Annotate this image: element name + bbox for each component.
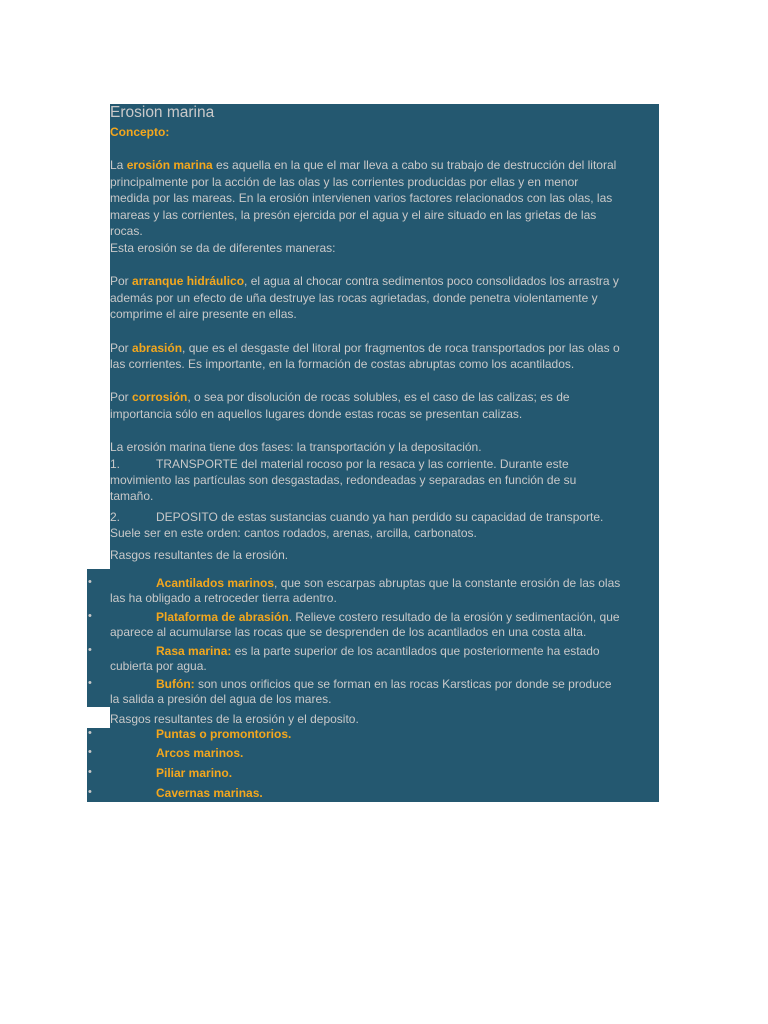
corrosion-term: corrosión xyxy=(132,390,188,404)
intro-line-2: principalmente por la acción de las olas y las corrientes producidas por ellas y en menor xyxy=(110,175,579,189)
rasgo-item-2-line-1 xyxy=(110,610,662,625)
rasgo-item-1-term: Acantilados marinos xyxy=(156,576,275,590)
rasgo-item-4-line-1 xyxy=(110,677,662,692)
rasgos-erosion-heading: Rasgos resultantes de la erosión. xyxy=(110,548,289,562)
fases-item-2-line-2: Suele ser en este orden: cantos rodados, arenas, arcilla, carbonatos. xyxy=(110,526,477,540)
fases-item-1-line-1 xyxy=(110,456,662,473)
deposito-item-1 xyxy=(110,727,662,742)
abrasion-line1-rest: , que es el desgaste del litoral por fragmentos de roca transportados por las olas o xyxy=(182,341,620,355)
rasgo-item-2-line-2: aparece al acumularse las rocas que se desprenden de los acantilados en una costa alta. xyxy=(110,625,587,639)
concepto-heading: Concepto: xyxy=(110,125,170,139)
rasgo-item-1-text: , que son escarpas abruptas que la constante erosión de las olas xyxy=(274,576,621,590)
deposito-item-3 xyxy=(110,766,662,781)
abrasion-line-2: las corrientes. Es importante, en la formación de costas abruptas como los acantilados. xyxy=(110,357,575,371)
list-bullet: • xyxy=(88,746,92,758)
rasgo-item-1-line-1 xyxy=(110,576,662,591)
list-bullet: • xyxy=(88,576,92,588)
corrosion-line-1 xyxy=(110,389,662,406)
fases-item-1-line-2: movimiento las partículas son desgastadas, redondeadas y separadas en función de su xyxy=(110,473,577,487)
list-bullet: • xyxy=(88,786,92,798)
arranque-prefix: Por xyxy=(110,274,133,288)
list-bullet: • xyxy=(88,766,92,778)
arranque-term: arranque hidráulico xyxy=(132,274,245,288)
deposito-item-2-text: Arcos marinos. xyxy=(156,746,244,760)
rasgo-item-4-term: Bufón: xyxy=(156,677,195,691)
deposito-item-4-text: Cavernas marinas. xyxy=(156,786,263,800)
rasgo-item-2-text: . Relieve costero resultado de la erosión y sedimentación, que xyxy=(288,610,620,624)
intro-term: erosión marina xyxy=(126,158,213,172)
deposito-item-2 xyxy=(110,746,662,761)
fases-intro: La erosión marina tiene dos fases: la transportación y la depositación. xyxy=(110,440,482,454)
corrosion-line-2: importancia sólo en aquellos lugares donde estas rocas se presentan calizas. xyxy=(110,407,523,421)
abrasion-term: abrasión xyxy=(132,341,183,355)
arranque-line-1 xyxy=(110,273,662,290)
fases-item-2-text: DEPOSITO de estas sustancias cuando ya han perdido su capacidad de transporte. xyxy=(156,510,604,524)
deposito-item-4 xyxy=(110,786,662,801)
arranque-line1-rest: , el agua al chocar contra sedimentos poco consolidados los arrastra y xyxy=(244,274,619,288)
deposito-item-1-text: Puntas o promontorios. xyxy=(156,727,292,741)
abrasion-line-1 xyxy=(110,340,662,357)
list-bullet: • xyxy=(88,644,92,656)
intro-line-5: rocas. xyxy=(110,224,143,238)
rasgo-item-3-text: es la parte superior de los acantilados que posteriormente ha estado xyxy=(231,644,600,658)
rasgo-item-3-term: Rasa marina: xyxy=(156,644,232,658)
panel-notch xyxy=(87,707,110,728)
rasgo-item-2-term: Plataforma de abrasión xyxy=(156,610,289,624)
rasgo-item-4-line-2: la salida a presión del agua de los mares. xyxy=(110,692,332,706)
intro-line1-rest: es aquella en la que el mar lleva a cabo su trabajo de destrucción del litoral xyxy=(212,158,617,172)
intro-line-3: medida por las mareas. En la erosión intervienen varios factores relacionados con las olas, las xyxy=(110,191,613,205)
rasgo-item-4-text: son unos orificios que se forman en las rocas Karsticas por donde se produce xyxy=(194,677,612,691)
list-bullet: • xyxy=(88,610,92,622)
fases-item-1-line-3: tamaño. xyxy=(110,489,154,503)
abrasion-prefix: Por xyxy=(110,341,133,355)
rasgo-item-1-line-2: las ha obligado a retroceder tierra adentro. xyxy=(110,591,337,605)
fases-item-2-number: 2. xyxy=(110,510,121,524)
intro-line-1 xyxy=(110,157,662,174)
page-title: Erosion marina xyxy=(110,104,215,121)
intro-line-4: mareas y las corrientes, la presón ejercida por el agua y el aire situado en las grietas de las xyxy=(110,208,597,222)
intro-line-6: Esta erosión se da de diferentes maneras: xyxy=(110,241,336,255)
fases-item-2-line-1 xyxy=(110,509,662,526)
rasgo-item-3-line-1 xyxy=(110,644,662,659)
fases-item-1-number: 1. xyxy=(110,457,121,471)
list-bullet: • xyxy=(88,677,92,689)
list-bullet: • xyxy=(88,727,92,739)
rasgo-item-3-line-2: cubierta por agua. xyxy=(110,659,207,673)
intro-prefix: La xyxy=(110,158,127,172)
arranque-line-3: comprime el aire presente en ellas. xyxy=(110,307,297,321)
arranque-line-2: además por un efecto de uña destruye las rocas agrietadas, donde penetra violentamente y xyxy=(110,291,598,305)
fases-item-1-text: TRANSPORTE del material rocoso por la resaca y las corriente. Durante este xyxy=(156,457,569,471)
corrosion-prefix: Por xyxy=(110,390,133,404)
corrosion-line1-rest: , o sea por disolución de rocas solubles, es el caso de las calizas; es de xyxy=(187,390,570,404)
rasgos-deposito-heading: Rasgos resultantes de la erosión y el deposito. xyxy=(110,712,359,726)
deposito-item-3-text: Piliar marino. xyxy=(156,766,233,780)
